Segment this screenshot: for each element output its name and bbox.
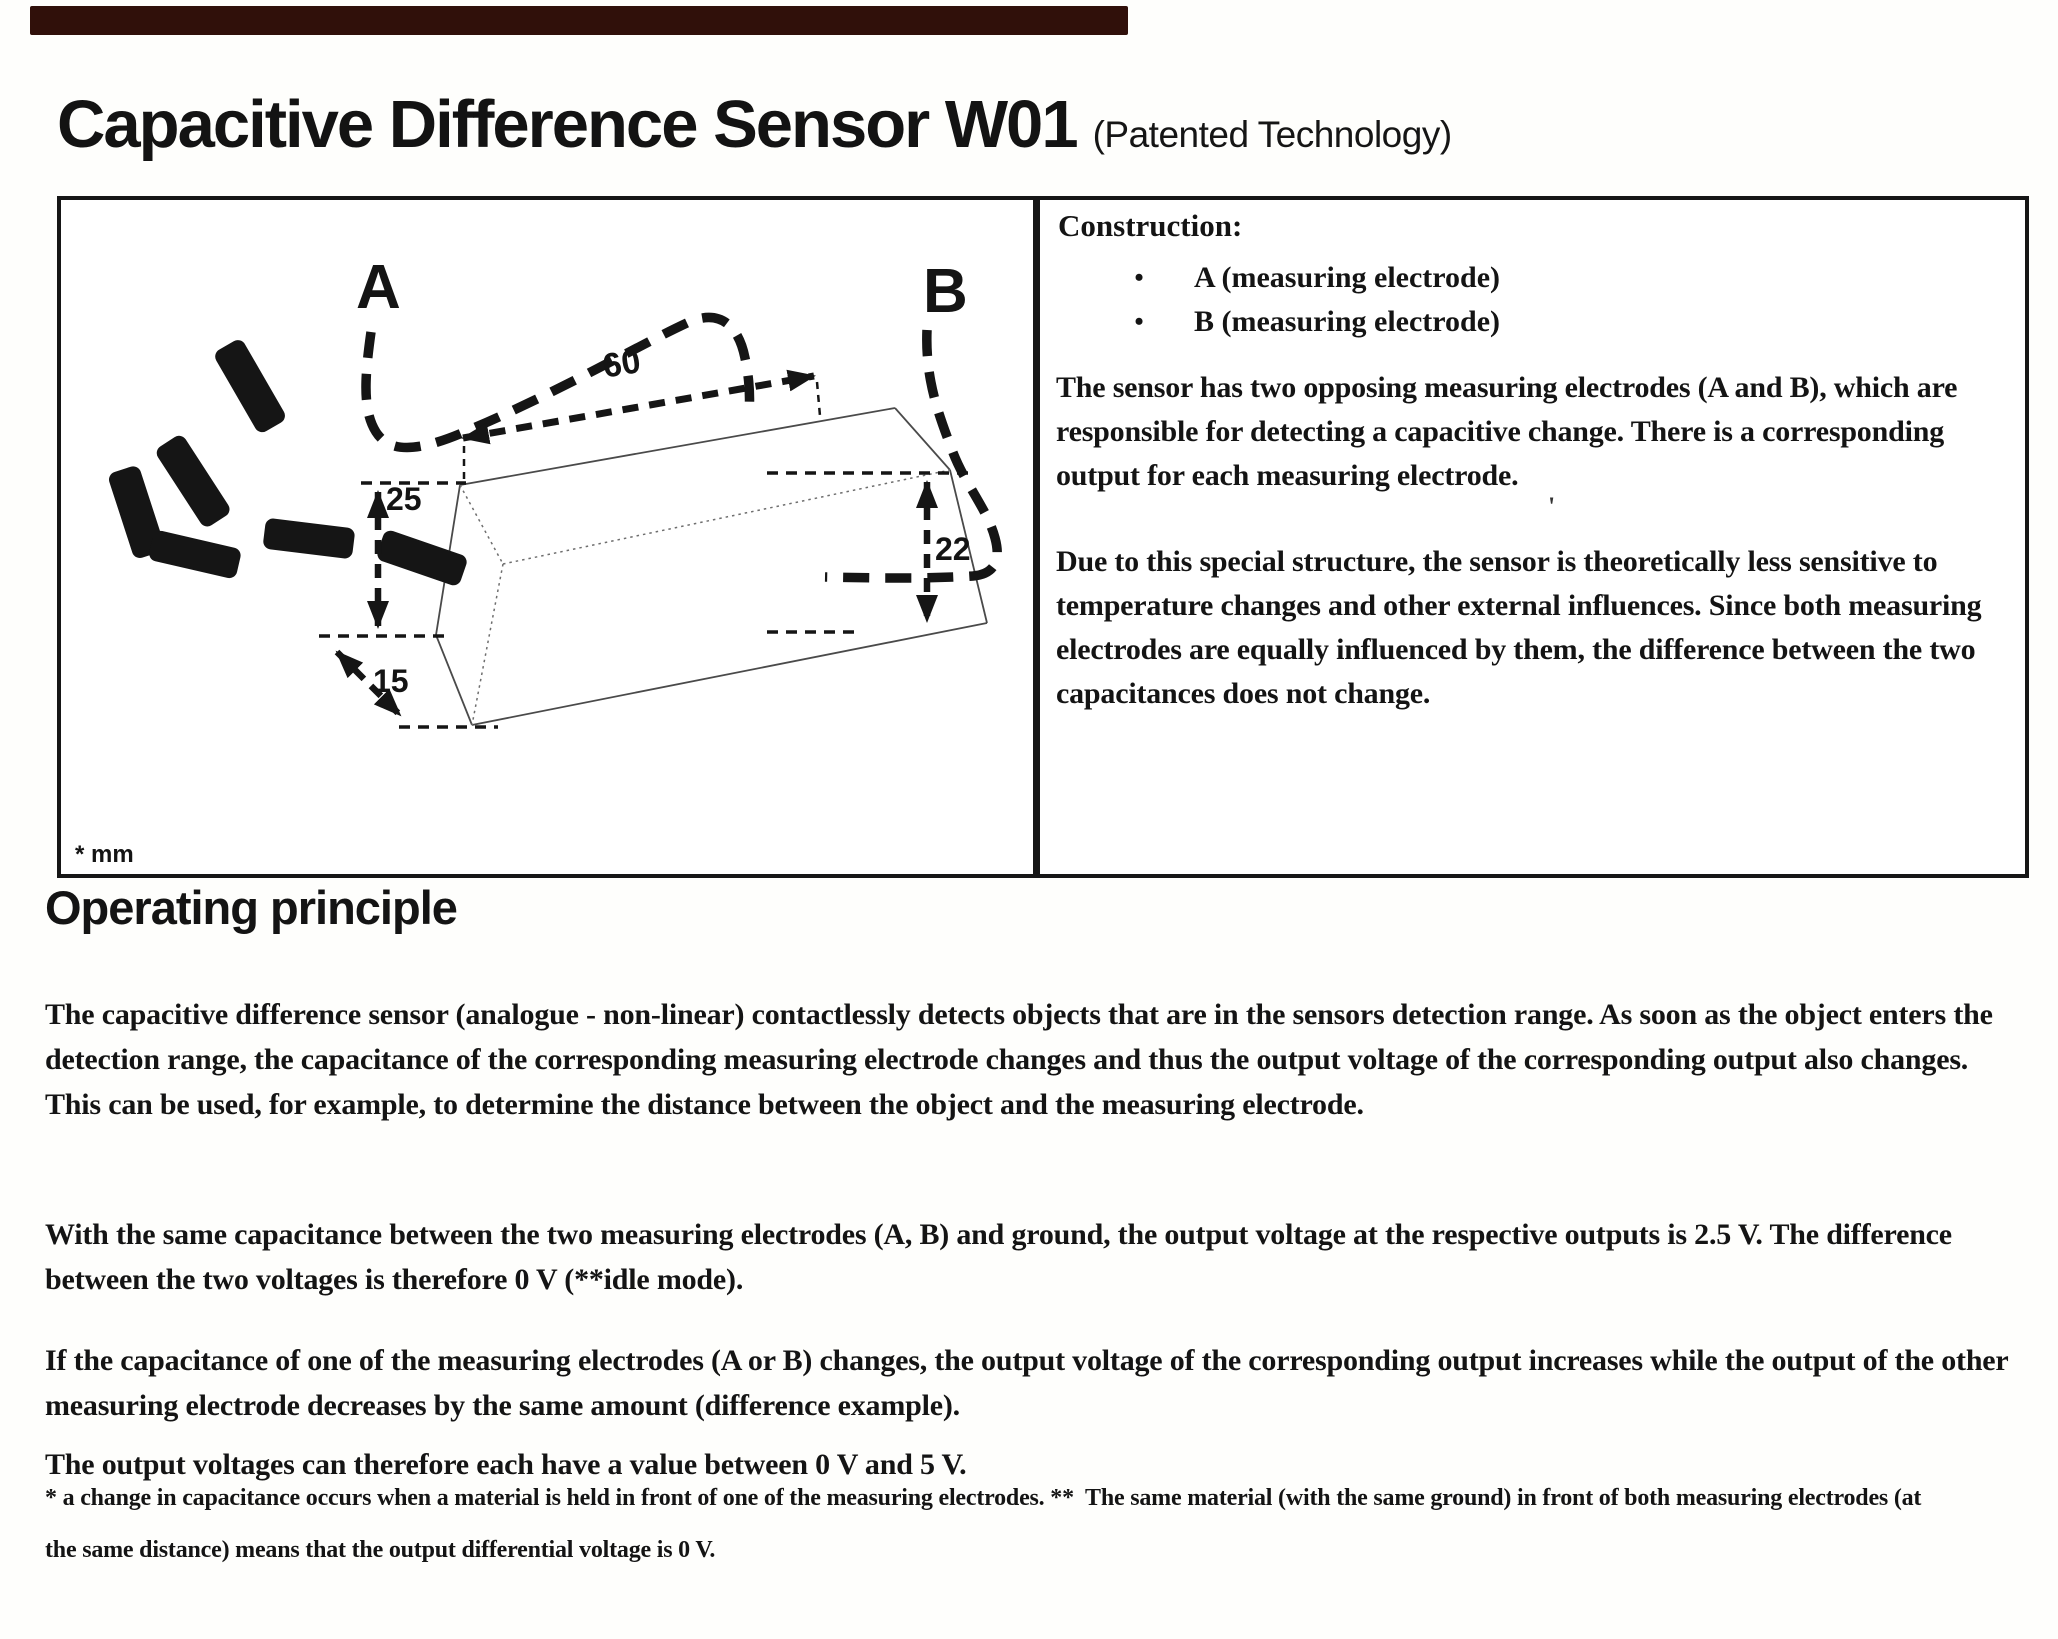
dimension-depth-value: 15 — [373, 663, 409, 699]
page-title — [57, 86, 1452, 163]
page-title-suffix: (Patented Technology) — [1092, 114, 1452, 155]
principle-paragraph-1: The capacitive difference sensor (analogue - non-linear) contactlessly detects objects that are in the sensors detection range. As soon as the object enters the detection range, the capacitance of the corresponding measuring electrode changes and thus the output voltage of the corresponding output also changes. This can be used, for example, to determine the distance between the object and the measuring electrode. — [45, 998, 1993, 1121]
list-item — [1040, 300, 2000, 344]
construction-paragraph-1: The sensor has two opposing measuring electrodes (A and B), which are responsible for detecting a capacitive change. There is a corresponding output for each measuring electrode. — [1056, 371, 1958, 492]
bullet-label: B (measuring electrode) — [1194, 305, 1501, 338]
construction-heading: Construction: — [1058, 208, 1243, 243]
construction-bullet-list — [1040, 256, 2000, 344]
construction-paragraph-2: Due to this special structure, the sensor is theoretically less sensitive to temperature changes and other external influences. Since both measuring electrodes are equally influenced by them, the difference between the two capacitances does not change. — [1056, 545, 1982, 710]
bullet-icon: • — [1134, 307, 1144, 336]
bullet-label: A (measuring electrode) — [1194, 261, 1501, 294]
principle-paragraph-2: With the same capacitance between the two measuring electrodes (A, B) and ground, the output voltage at the respective outputs is 2.5 V. The difference between the two voltages is therefore 0 V (**idle mode). — [45, 1218, 1952, 1296]
dimension-right-value: 22 — [935, 531, 971, 567]
sensor-body-wireframe — [436, 408, 987, 725]
dimension-length-value: 60 — [599, 342, 644, 386]
principle-paragraph-4: The output voltages can therefore each have a value between 0 V and 5 V. — [45, 1448, 967, 1481]
footnote: * a change in capacitance occurs when a material is held in front of one of the measuring electrodes. ** The same material (with the same ground) in front of both measuring electrodes (at the same distance) means that the output differential voltage is 0 V. — [45, 1485, 1928, 1563]
scan-speck: ' — [1548, 492, 1556, 521]
unit-note: * mm — [75, 841, 134, 866]
electrode-b-field-curve — [825, 330, 997, 578]
electrode-a-field-curve — [366, 317, 750, 447]
electrode-b-label: B — [923, 257, 968, 326]
dimension-height-value: 25 — [386, 481, 422, 517]
bullet-icon: • — [1134, 263, 1144, 292]
sensor-dimension-drawing — [61, 200, 1025, 866]
construction-panel — [1037, 196, 2029, 878]
electrode-a-label: A — [356, 253, 401, 322]
sensor-drawing-panel — [57, 196, 1037, 878]
page-title-main: Capacitive Difference Sensor W01 — [57, 87, 1077, 162]
detected-object-dashes — [107, 337, 469, 587]
principle-paragraph-3: If the capacitance of one of the measuring electrodes (A or B) changes, the output voltage of the corresponding output increases while the output of the other measuring electrode decreases by the same amount (difference example). — [45, 1344, 2008, 1422]
operating-principle-heading: Operating principle — [45, 881, 457, 934]
dimension-extension-lines-length — [464, 382, 820, 482]
list-item — [1040, 256, 2000, 300]
scan-artifact-bar — [30, 6, 1128, 35]
